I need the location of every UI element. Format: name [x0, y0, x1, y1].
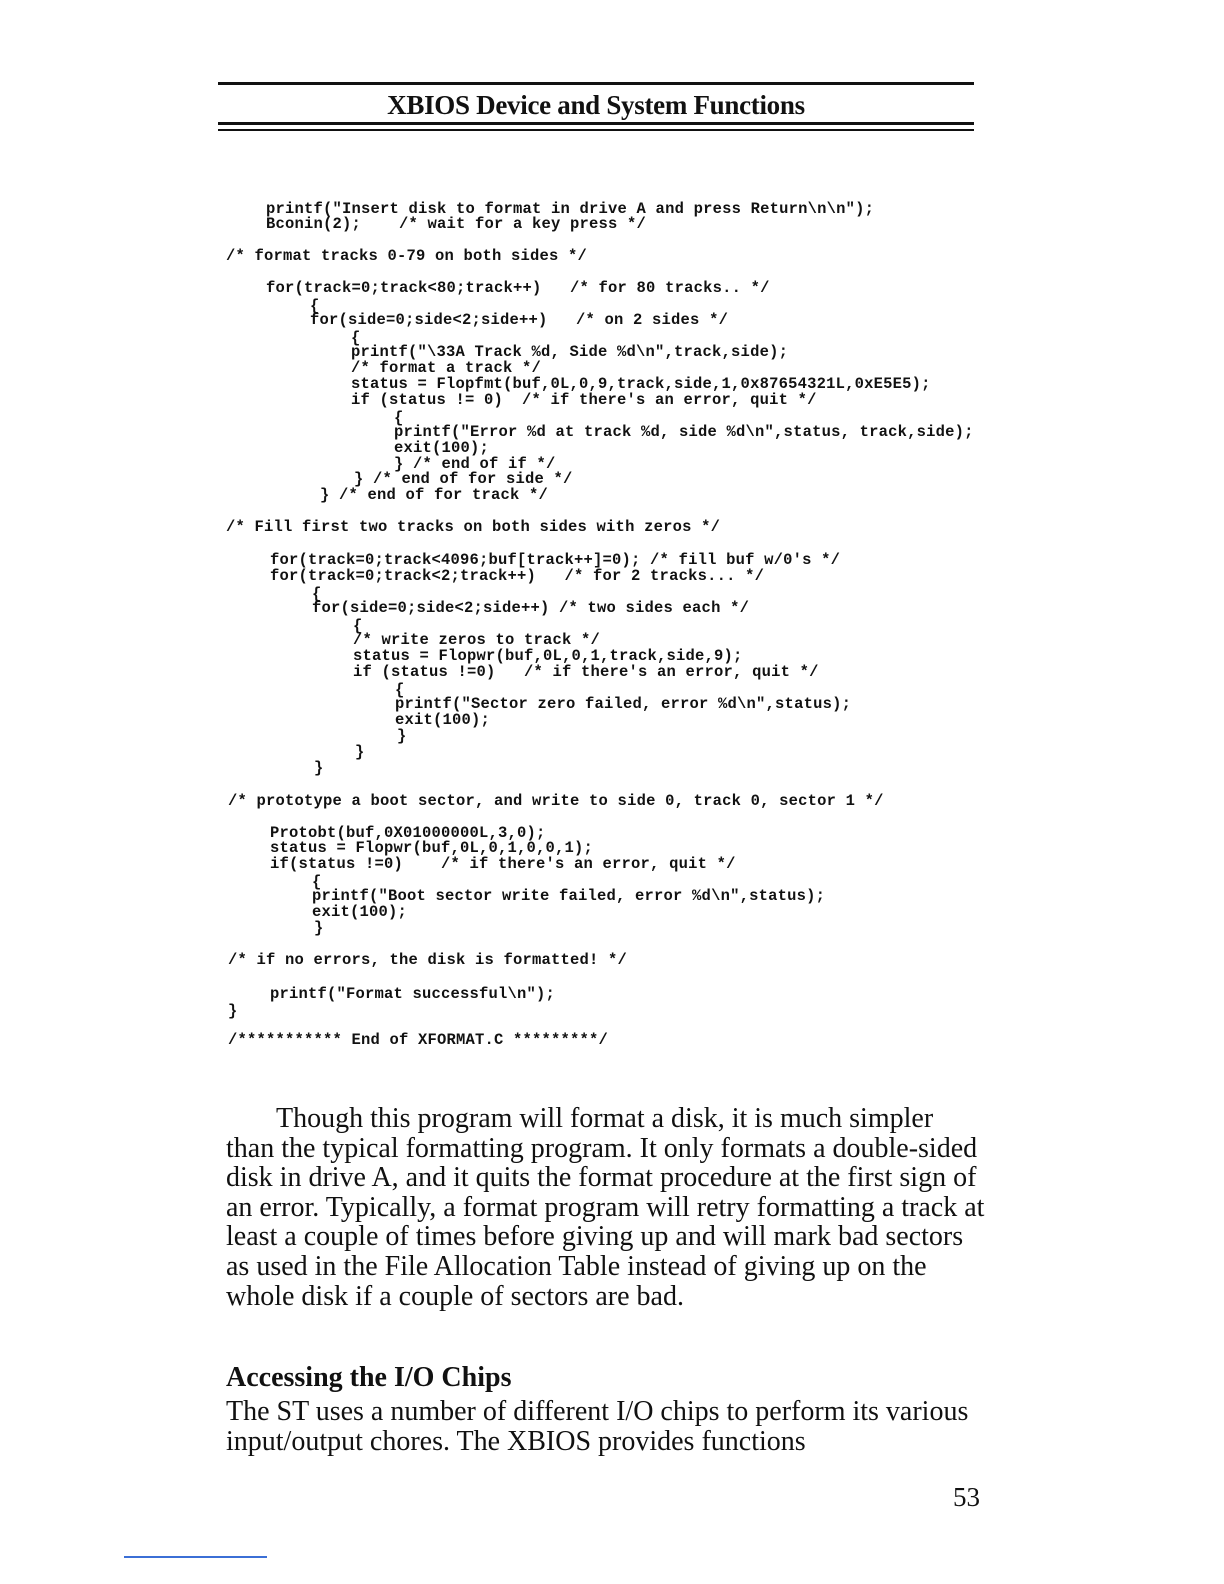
code-line: for(track=0;track<4096;buf[track++]=0); /* fill buf w/0's */ — [270, 551, 841, 569]
code-line: /* format a track */ — [351, 359, 542, 377]
code-line: printf("Format successful\n"); — [270, 985, 556, 1003]
code-line: /* format tracks 0-79 on both sides */ — [226, 247, 588, 265]
code-line: exit(100); — [395, 711, 491, 729]
code-line: /* if no errors, the disk is formatted! */ — [228, 951, 628, 969]
code-line: } /* end of for side */ — [354, 470, 573, 488]
code-line: } /* end of for track */ — [320, 486, 549, 504]
code-line: for(track=0;track<2;track++) /* for 2 tracks... */ — [270, 567, 765, 585]
code-line: printf("\33A Track %d, Side %d\n",track,side); — [351, 343, 789, 361]
code-line: } — [314, 759, 324, 777]
code-line: { — [312, 873, 322, 891]
body-paragraph — [226, 1104, 986, 1311]
code-line: /* Fill first two tracks on both sides with zeros */ — [226, 518, 721, 536]
code-line: /* prototype a boot sector, and write to side 0, track 0, sector 1 */ — [228, 792, 884, 810]
code-line: status = Flopwr(buf,0L,0,1,0,0,1); — [270, 839, 594, 857]
code-line: exit(100); — [312, 903, 408, 921]
running-header-title: XBIOS Device and System Functions — [387, 90, 805, 120]
page-number: 53 — [953, 1482, 980, 1512]
section-heading: Accessing the I/O Chips — [226, 1362, 512, 1393]
code-line: /*********** End of XFORMAT.C *********/ — [228, 1031, 609, 1049]
code-line: { — [310, 297, 320, 315]
code-line: } — [228, 1002, 238, 1020]
code-line: status = Flopwr(buf,0L,0,1,track,side,9); — [353, 647, 743, 665]
code-line: { — [353, 617, 363, 635]
code-line: if (status != 0) /* if there's an error, quit */ — [351, 391, 817, 409]
section-paragraph: The ST uses a number of different I/O chips to perform its various input/output chores. The XBIOS provides functions — [226, 1396, 969, 1457]
code-line: /* write zeros to track */ — [353, 631, 601, 649]
code-line: printf("Boot sector write failed, error %d\n",status); — [312, 887, 826, 905]
code-line: printf("Error %d at track %d, side %d\n",status, track,side); — [394, 423, 974, 441]
code-line: Bconin(2); /* wait for a key press */ — [266, 215, 647, 233]
code-line: for(side=0;side<2;side++) /* on 2 sides */ — [310, 311, 729, 329]
code-line: { — [351, 329, 361, 347]
body-paragraph-text: Though this program will format a disk, it is much simpler than the typical formatting program. It only formats a double-sided disk in drive A, and it quits the format procedure at the first sign of an error. Typically, a format program will retry formatting a track at least a couple of times before giving up and will mark bad sectors as used in the File Allocation Table instead of giving up on the whole disk if a couple of sectors are bad. — [226, 1103, 985, 1312]
code-line: status = Flopfmt(buf,0L,0,9,track,side,1,0x87654321L,0xE5E5); — [351, 375, 931, 393]
code-line: if (status !=0) /* if there's an error, quit */ — [353, 663, 819, 681]
code-line: for(track=0;track<80;track++) /* for 80 tracks.. */ — [266, 279, 770, 297]
code-line: } — [314, 919, 324, 937]
code-line: { — [394, 409, 404, 427]
code-line: printf("Insert disk to format in drive A and press Return\n\n"); — [266, 200, 875, 218]
code-line: if(status !=0) /* if there's an error, quit */ — [270, 855, 736, 873]
code-line: { — [395, 681, 405, 699]
code-line: } — [355, 743, 365, 761]
code-line: } — [397, 727, 407, 745]
code-line: printf("Sector zero failed, error %d\n",status); — [395, 695, 852, 713]
footer-rule — [124, 1556, 267, 1558]
code-line: for(side=0;side<2;side++) /* two sides each */ — [312, 599, 750, 617]
code-line: { — [312, 585, 322, 603]
code-line: exit(100); — [394, 439, 490, 457]
code-line: } /* end of if */ — [394, 455, 556, 473]
code-line: Protobt(buf,0X01000000L,3,0); — [270, 824, 546, 842]
